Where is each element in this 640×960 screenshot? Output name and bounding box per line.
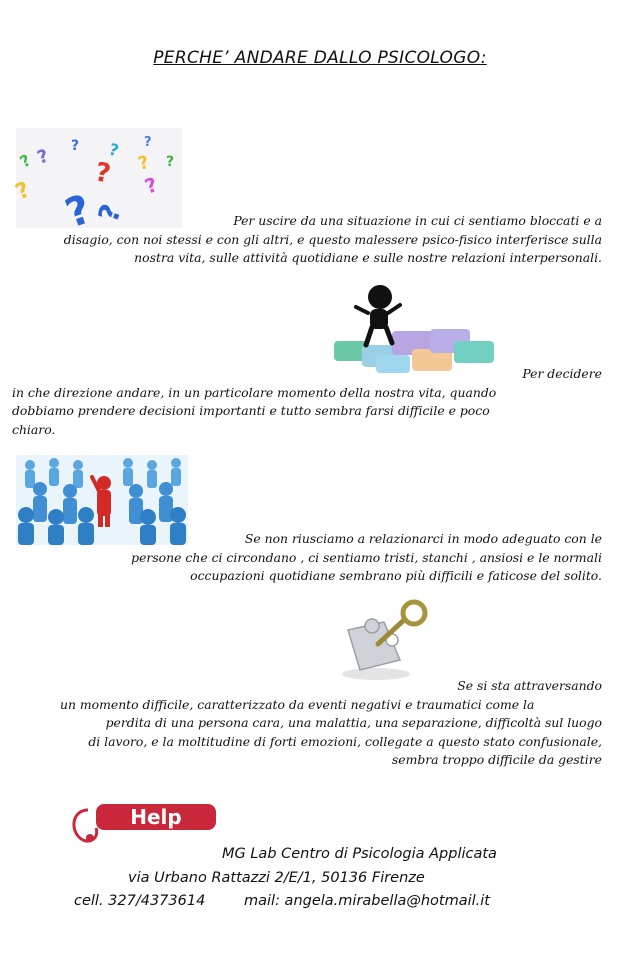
section-1-line: disagio, con noi stessi e con gli altri, e questo malessere psico-fisico interferisce sulla [63,231,602,247]
svg-text:?: ? [59,186,98,238]
section-4-text [12,677,602,770]
page-title: PERCHE’ ANDARE DALLO PSICOLOGO: [153,48,487,68]
key-puzzle-icon [334,600,434,682]
section-1-text [12,212,602,268]
svg-text:?: ? [144,135,152,150]
contact-email: mail: angela.mirabella@hotmail.it [244,893,490,909]
section-4-line: un momento difficile, caratterizzato da eventi negativi e traumatici come la [60,696,535,712]
help-logo-text: Help [130,805,182,829]
section-2-line: chiaro. [12,421,56,437]
section-3-text [12,530,602,586]
section-1-line: Per uscire da una situazione in cui ci sentiamo bloccati e a [233,213,602,228]
section-4-line: sembra troppo difficile da gestire [391,752,602,767]
contact-address: via Urbano Rattazzi 2/E/1, 50136 Firenze [128,870,425,886]
section-4-line: Se si sta attraversando [457,678,602,693]
section-4-line: perdita di una persona cara, una malattia, una separazione, difficoltà sul luogo [105,715,602,730]
section-2-line: Per decidere [522,366,602,381]
section-2-line: dobbiamo prendere decisioni importanti e tutto sembra farsi difficile e poco [12,403,490,418]
section-2-text [12,365,602,439]
svg-text:?: ? [141,172,161,199]
section-2-line: in che direzione andare, in un particolare momento della nostra vita, quando [12,384,497,400]
contact-org: MG Lab Centro di Psicologia Applicata [222,846,497,862]
help-logo [66,796,220,848]
svg-text:?: ? [91,199,129,227]
section-3-line: occupazioni quotidiane sembrano più difficili e faticose del solito. [190,568,602,583]
puzzle-person-icon [332,283,496,375]
svg-text:?: ? [106,139,121,161]
contact-phone: cell. 327/4373614 [74,893,206,909]
svg-text:?: ? [34,145,52,169]
svg-text:?: ? [92,157,113,190]
section-3-line: persone che ci circondano , ci sentiamo tristi, stanchi , ansiosi e le normali [131,549,602,565]
svg-text:?: ? [135,151,152,175]
svg-text:?: ? [166,154,175,170]
svg-text:?: ? [11,177,35,206]
svg-text:?: ? [16,150,35,172]
section-4-line: di lavoro, e la moltitudine di forti emozioni, collegate a questo stato confusionale, [88,733,602,749]
svg-text:?: ? [71,138,80,154]
section-3-line: Se non riusciamo a relazionarci in modo adeguato con le [244,531,602,546]
section-1-line: nostra vita, sulle attività quotidiane e sulle nostre relazioni interpersonali. [134,250,602,265]
